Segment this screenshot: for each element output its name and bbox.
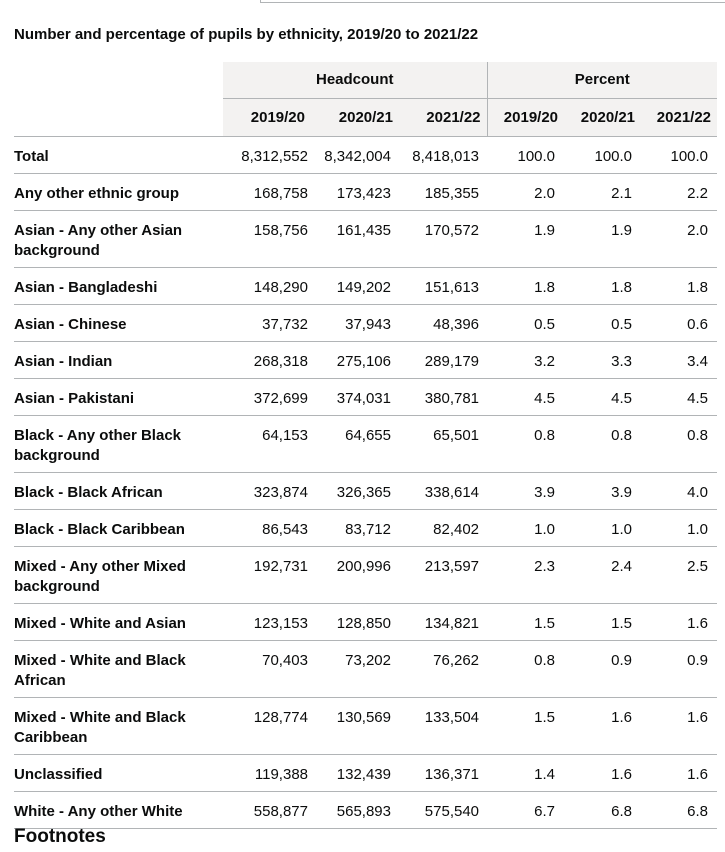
- row-label: Any other ethnic group: [14, 173, 223, 210]
- headcount-cell: 136,371: [399, 754, 487, 791]
- headcount-cell: 123,153: [223, 603, 311, 640]
- headcount-cell: 70,403: [223, 640, 311, 697]
- previous-table-edge: [260, 0, 725, 3]
- table-body: [14, 136, 717, 828]
- col-header-headcount-2020-21: 2020/21: [311, 98, 399, 136]
- percent-cell: 1.0: [641, 509, 717, 546]
- col-header-percent-2019-20: 2019/20: [487, 98, 564, 136]
- table-row: [14, 791, 717, 828]
- percent-cell: 1.6: [564, 697, 641, 754]
- percent-cell: 1.5: [487, 603, 564, 640]
- headcount-cell: 133,504: [399, 697, 487, 754]
- percent-cell: 1.5: [487, 697, 564, 754]
- percent-cell: 2.5: [641, 546, 717, 603]
- headcount-cell: 338,614: [399, 472, 487, 509]
- percent-cell: 1.0: [564, 509, 641, 546]
- percent-cell: 100.0: [487, 136, 564, 173]
- row-label: Black - Any other Black background: [14, 415, 223, 472]
- col-header-headcount-2019-20: 2019/20: [223, 98, 311, 136]
- headcount-cell: 64,655: [311, 415, 399, 472]
- percent-cell: 1.6: [641, 603, 717, 640]
- percent-cell: 0.8: [641, 415, 717, 472]
- percent-cell: 2.3: [487, 546, 564, 603]
- row-label: Asian - Bangladeshi: [14, 267, 223, 304]
- table-row: [14, 267, 717, 304]
- headcount-cell: 185,355: [399, 173, 487, 210]
- percent-cell: 1.6: [641, 754, 717, 791]
- percent-cell: 3.3: [564, 341, 641, 378]
- group-header-percent: Percent: [487, 62, 717, 98]
- row-label: Unclassified: [14, 754, 223, 791]
- group-header-headcount: Headcount: [223, 62, 487, 98]
- headcount-cell: 192,731: [223, 546, 311, 603]
- headcount-cell: 268,318: [223, 341, 311, 378]
- headcount-cell: 8,342,004: [311, 136, 399, 173]
- headcount-cell: 132,439: [311, 754, 399, 791]
- headcount-cell: 323,874: [223, 472, 311, 509]
- percent-cell: 100.0: [641, 136, 717, 173]
- table-caption: Number and percentage of pupils by ethnicity, 2019/20 to 2021/22: [14, 26, 479, 43]
- table-row: [14, 341, 717, 378]
- headcount-cell: 8,418,013: [399, 136, 487, 173]
- headcount-cell: 200,996: [311, 546, 399, 603]
- headcount-cell: 575,540: [399, 791, 487, 828]
- percent-cell: 0.9: [641, 640, 717, 697]
- percent-cell: 1.6: [564, 754, 641, 791]
- headcount-cell: 161,435: [311, 210, 399, 267]
- row-header-column: [14, 98, 223, 136]
- headcount-cell: 565,893: [311, 791, 399, 828]
- row-label: Mixed - White and Black Caribbean: [14, 697, 223, 754]
- percent-cell: 4.5: [487, 378, 564, 415]
- table-row: [14, 640, 717, 697]
- headcount-cell: 128,774: [223, 697, 311, 754]
- headcount-cell: 149,202: [311, 267, 399, 304]
- percent-cell: 0.8: [487, 415, 564, 472]
- table-row: [14, 415, 717, 472]
- row-label: Asian - Chinese: [14, 304, 223, 341]
- percent-cell: 4.5: [564, 378, 641, 415]
- headcount-cell: 128,850: [311, 603, 399, 640]
- percent-cell: 2.0: [487, 173, 564, 210]
- table-row: [14, 546, 717, 603]
- percent-cell: 100.0: [564, 136, 641, 173]
- headcount-cell: 374,031: [311, 378, 399, 415]
- headcount-cell: 37,943: [311, 304, 399, 341]
- percent-cell: 4.0: [641, 472, 717, 509]
- row-label: Mixed - White and Asian: [14, 603, 223, 640]
- headcount-cell: 64,153: [223, 415, 311, 472]
- percent-cell: 6.7: [487, 791, 564, 828]
- col-header-percent-2021-22: 2021/22: [641, 98, 717, 136]
- headcount-cell: 326,365: [311, 472, 399, 509]
- headcount-cell: 151,613: [399, 267, 487, 304]
- headcount-cell: 119,388: [223, 754, 311, 791]
- table-row: [14, 136, 717, 173]
- ethnicity-table: [14, 62, 717, 829]
- percent-cell: 0.8: [564, 415, 641, 472]
- percent-cell: 1.0: [487, 509, 564, 546]
- percent-cell: 3.9: [487, 472, 564, 509]
- percent-cell: 1.8: [641, 267, 717, 304]
- col-header-headcount-2021-22: 2021/22: [399, 98, 487, 136]
- headcount-cell: 83,712: [311, 509, 399, 546]
- headcount-cell: 82,402: [399, 509, 487, 546]
- percent-cell: 3.2: [487, 341, 564, 378]
- table-row: [14, 509, 717, 546]
- headcount-cell: 73,202: [311, 640, 399, 697]
- percent-cell: 6.8: [641, 791, 717, 828]
- headcount-cell: 170,572: [399, 210, 487, 267]
- percent-cell: 3.4: [641, 341, 717, 378]
- headcount-cell: 130,569: [311, 697, 399, 754]
- percent-cell: 1.4: [487, 754, 564, 791]
- col-header-percent-2020-21: 2020/21: [564, 98, 641, 136]
- row-label: Black - Black African: [14, 472, 223, 509]
- row-label: Asian - Pakistani: [14, 378, 223, 415]
- percent-cell: 0.5: [564, 304, 641, 341]
- headcount-cell: 76,262: [399, 640, 487, 697]
- percent-cell: 1.9: [564, 210, 641, 267]
- percent-cell: 2.1: [564, 173, 641, 210]
- table-row: [14, 697, 717, 754]
- headcount-cell: 213,597: [399, 546, 487, 603]
- percent-cell: 1.8: [564, 267, 641, 304]
- percent-cell: 0.5: [487, 304, 564, 341]
- percent-cell: 2.4: [564, 546, 641, 603]
- row-label: Asian - Any other Asian background: [14, 210, 223, 267]
- headcount-cell: 48,396: [399, 304, 487, 341]
- percent-cell: 1.5: [564, 603, 641, 640]
- footnotes-heading: Footnotes: [14, 826, 106, 847]
- percent-cell: 0.8: [487, 640, 564, 697]
- row-label: Total: [14, 136, 223, 173]
- headcount-cell: 86,543: [223, 509, 311, 546]
- percent-cell: 6.8: [564, 791, 641, 828]
- header-corner: [14, 62, 223, 98]
- percent-cell: 0.6: [641, 304, 717, 341]
- headcount-cell: 558,877: [223, 791, 311, 828]
- row-label: Mixed - Any other Mixed background: [14, 546, 223, 603]
- headcount-cell: 65,501: [399, 415, 487, 472]
- percent-cell: 4.5: [641, 378, 717, 415]
- table-row: [14, 378, 717, 415]
- table-row: [14, 754, 717, 791]
- table-row: [14, 304, 717, 341]
- headcount-cell: 8,312,552: [223, 136, 311, 173]
- headcount-cell: 148,290: [223, 267, 311, 304]
- headcount-cell: 289,179: [399, 341, 487, 378]
- headcount-cell: 275,106: [311, 341, 399, 378]
- headcount-cell: 380,781: [399, 378, 487, 415]
- percent-cell: 1.6: [641, 697, 717, 754]
- percent-cell: 1.8: [487, 267, 564, 304]
- headcount-cell: 37,732: [223, 304, 311, 341]
- row-label: Black - Black Caribbean: [14, 509, 223, 546]
- headcount-cell: 173,423: [311, 173, 399, 210]
- percent-cell: 3.9: [564, 472, 641, 509]
- percent-cell: 1.9: [487, 210, 564, 267]
- table-row: [14, 472, 717, 509]
- headcount-cell: 168,758: [223, 173, 311, 210]
- percent-cell: 0.9: [564, 640, 641, 697]
- row-label: Mixed - White and Black African: [14, 640, 223, 697]
- percent-cell: 2.2: [641, 173, 717, 210]
- headcount-cell: 134,821: [399, 603, 487, 640]
- table-row: [14, 210, 717, 267]
- percent-cell: 2.0: [641, 210, 717, 267]
- row-label: White - Any other White: [14, 791, 223, 828]
- table-row: [14, 173, 717, 210]
- headcount-cell: 372,699: [223, 378, 311, 415]
- table-row: [14, 603, 717, 640]
- headcount-cell: 158,756: [223, 210, 311, 267]
- row-label: Asian - Indian: [14, 341, 223, 378]
